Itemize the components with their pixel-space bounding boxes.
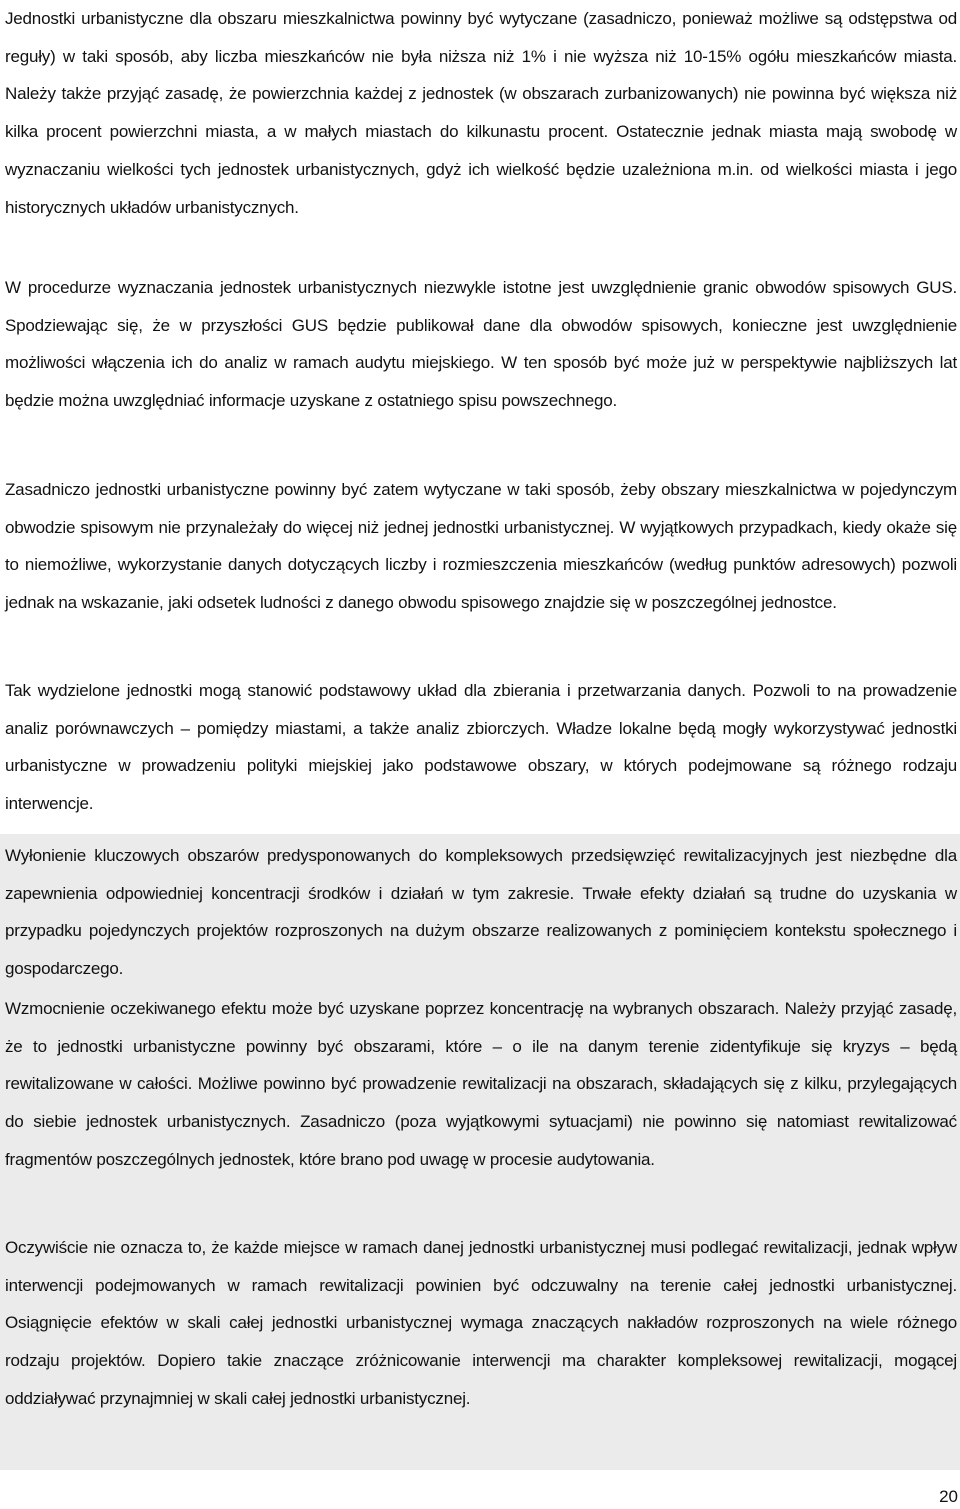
paragraph-census-districts: W procedurze wyznaczania jednostek urbanistycznych niezwykle istotne jest uwzględnienie granic obwodów spisowych GUS. Spodziewając się, że w przyszłości GUS będzie publikował dane dla obwodów spisowych, konieczne jest uwzględnienie możliwości włączenia ich do analiz w ramach audytu miejskiego. W ten sposób być może już w perspektywie najbliższych lat będzie można uwzględniać informacje uzyskane z ostatniego spisu powszechnego. bbox=[5, 278, 957, 411]
page-number: 20 bbox=[939, 1487, 958, 1506]
paragraph-key-areas: Wyłonienie kluczowych obszarów predysponowanych do kompleksowych przedsięwzięć rewitalizacyjnych jest niezbędne dla zapewnienia odpowiedniej koncentracji środków i działań w tym zakresie. Trwałe efekty działań są trudne do uzyskania w przypadku pojedynczych projektów rozproszonych na dużym obszarze realizowanych z pominięciem kontekstu społecznego i gospodarczego. bbox=[5, 846, 957, 979]
paragraph-data-framework: Tak wydzielone jednostki mogą stanowić podstawowy układ dla zbierania i przetwarzania danych. Pozwoli to na prowadzenie analiz porównawczych – pomiędzy miastami, a także analiz zbiorczych. Władze lokalne będą mogły wykorzystywać jednostki urbanistyczne w prowadzeniu polityki miejskiej jako podstawowe obszary, w których podejmowane są różnego rodzaju interwencje. bbox=[5, 681, 957, 814]
paragraph-district-assignment: Zasadniczo jednostki urbanistyczne powinny być zatem wytyczane w taki sposób, żeby obszary mieszkalnictwa w pojedynczym obwodzie spisowym nie przynależały do więcej niż jednej jednostki urbanistycznej. W wyjątkowych przypadkach, kiedy okaże się to niemożliwe, wykorzystanie danych dotyczących liczby i rozmieszczenia mieszkańców (według punktów adresowych) pozwoli jednak na wskazanie, jaki odsetek ludności z danego obwodu spisowego znajdzie się w poszczególnej jednostce. bbox=[5, 480, 957, 613]
paragraph-urban-units-size: Jednostki urbanistyczne dla obszaru mieszkalnictwa powinny być wytyczane (zasadniczo, ponieważ możliwe są odstępstwa od reguły) w taki sposób, aby liczba mieszkańców nie była niższa niż 1% i nie wyższa niż 10-15% ogółu mieszkańców miasta. Należy także przyjąć zasadę, że powierzchnia każdej z jednostek (w obszarach zurbanizowanych) nie powinna być większa niż kilka procent powierzchni miasta, a w małych miastach do kilkunastu procent. Ostatecznie jednak miasta mają swobodę w wyznaczaniu wielkości tych jednostek urbanistycznych, gdyż ich wielkość będzie uzależniona m.in. od wielkości miasta i jego historycznych układów urbanistycznych. bbox=[5, 9, 957, 217]
paragraph-concentration: Wzmocnienie oczekiwanego efektu może być uzyskane poprzez koncentrację na wybranych obszarach. Należy przyjąć zasadę, że to jednostki urbanistyczne powinny być obszarami, które – o ile na danym terenie zidentyfikuje się kryzys – będą rewitalizowane w całości. Możliwe powinno być prowadzenie rewitalizacji na obszarach, składających się z kilku, przylegających do siebie jednostek urbanistycznych. Zasadniczo (poza wyjątkowymi sytuacjami) nie powinno się natomiast rewitalizować fragmentów poszczególnych jednostek, które brano pod uwagę w procesie audytowania. bbox=[5, 999, 957, 1169]
paragraph-comprehensive-revitalization: Oczywiście nie oznacza to, że każde miejsce w ramach danej jednostki urbanistycznej musi podlegać rewitalizacji, jednak wpływ interwencji podejmowanych w ramach rewitalizacji powinien być odczuwalny na terenie całej jednostki urbanistycznej. Osiągnięcie efektów w skali całej jednostki urbanistycznej wymaga znaczących nakładów rozproszonych na wiele różnego rodzaju projektów. Dopiero takie znaczące zróżnicowanie interwencji ma charakter kompleksowej rewitalizacji, mogącej oddziaływać przynajmniej w skali całej jednostki urbanistycznej. bbox=[5, 1238, 957, 1408]
